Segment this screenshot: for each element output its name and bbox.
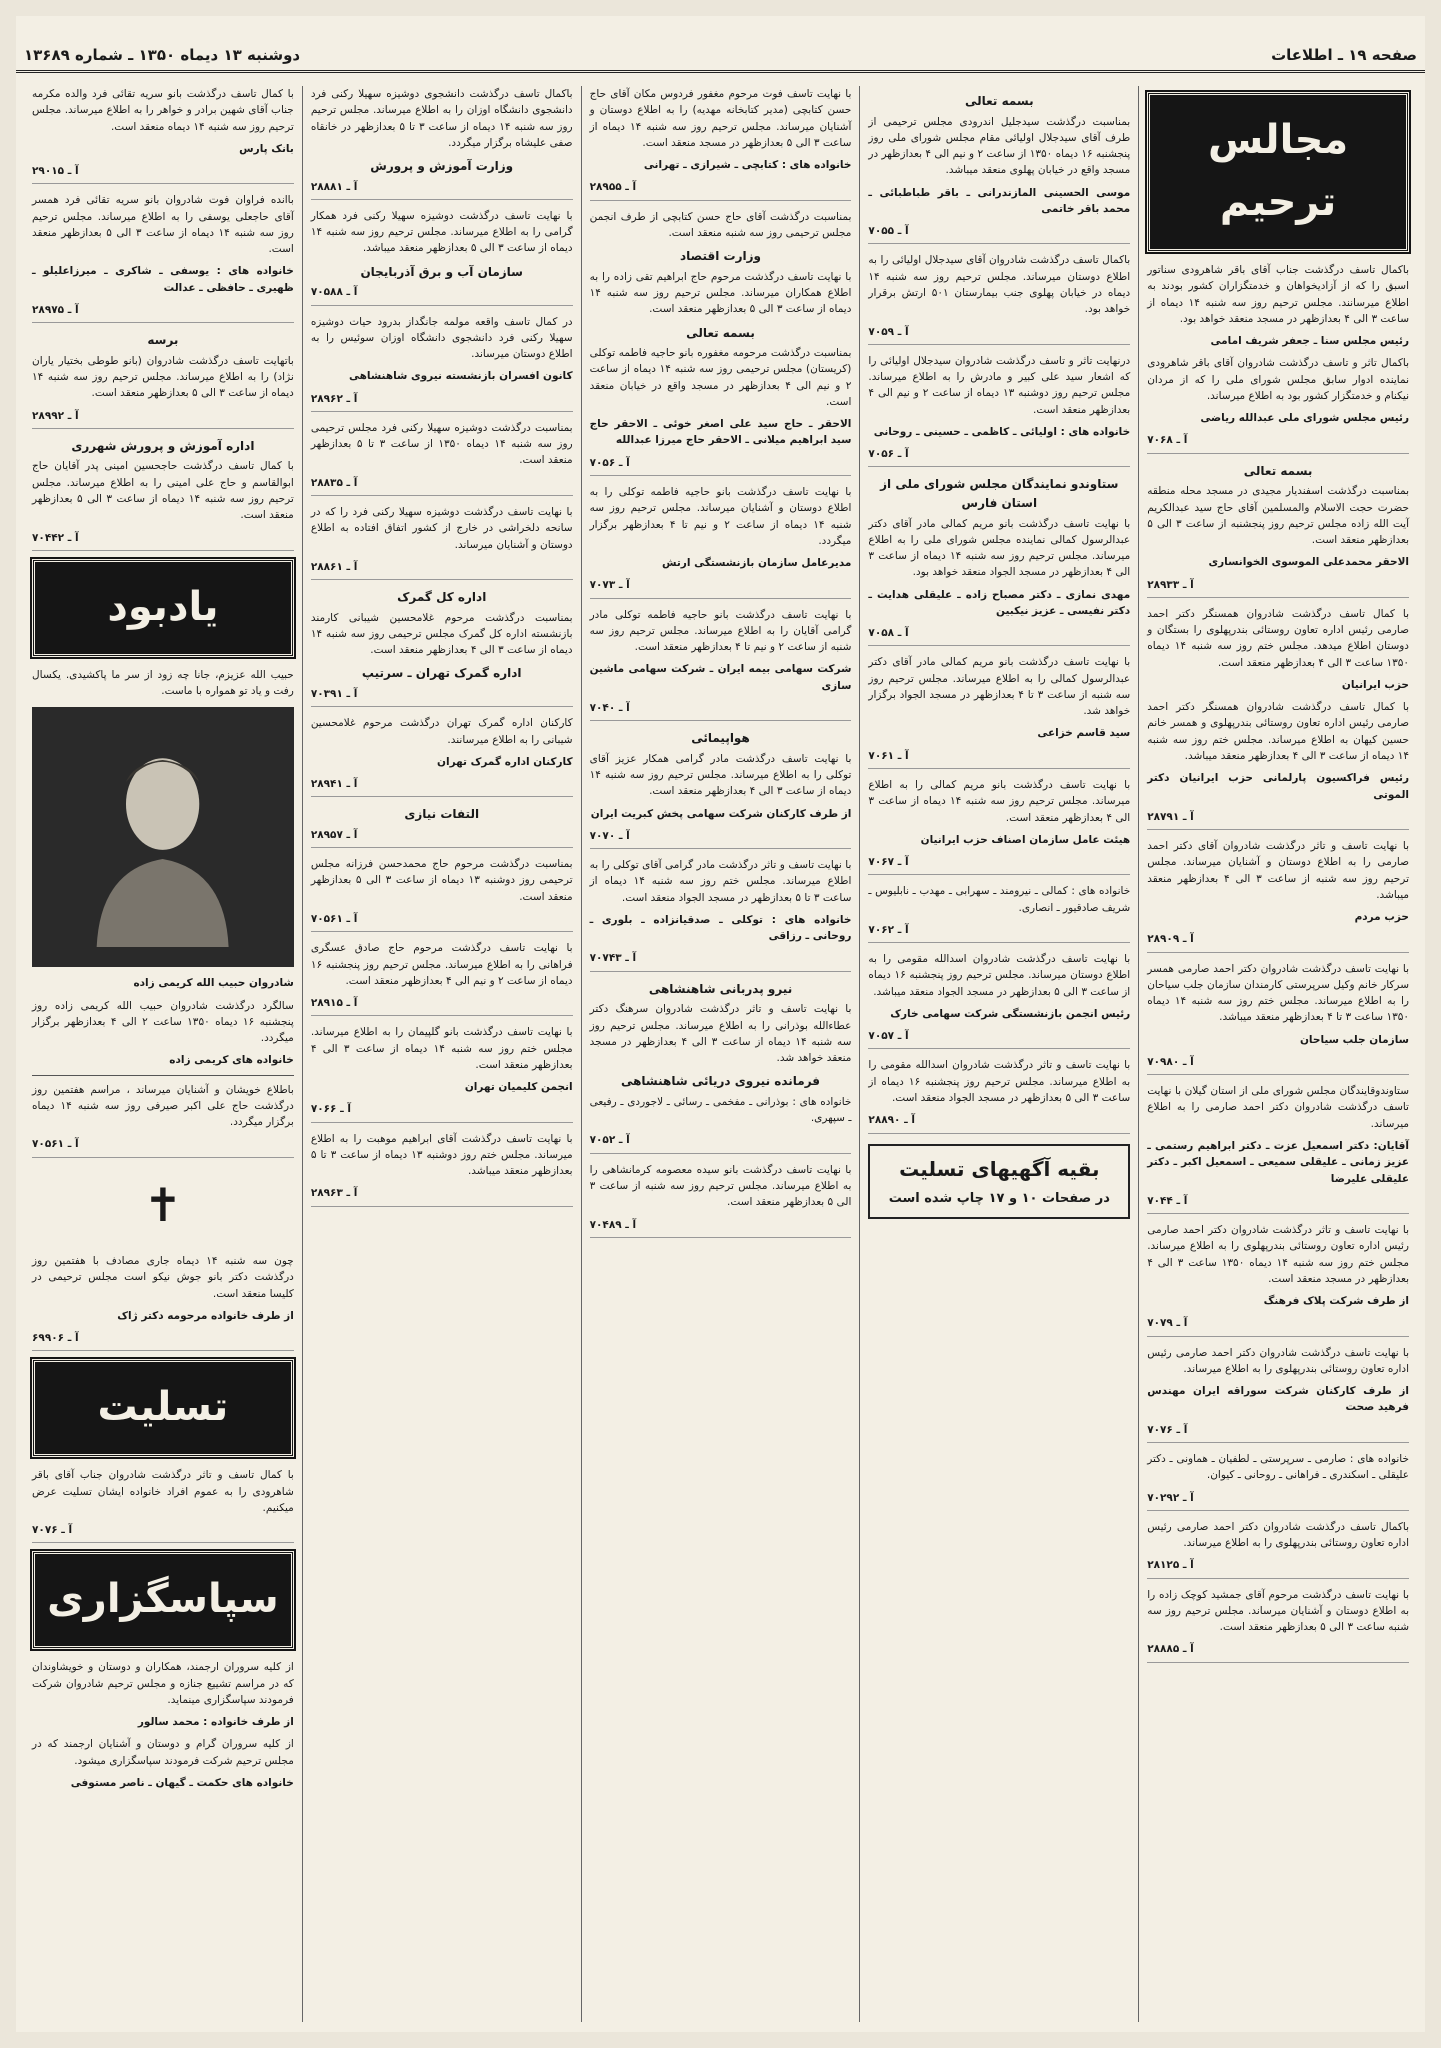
continued-notices-box — [868, 1144, 1130, 1219]
notice: حبیب الله عزیزم، جانا چه زود از سر ما پاکشیدی. یکسال رفت و یاد تو همواره با ماست. — [32, 668, 294, 698]
notice: با نهایت تاسف درگذشت بانو حاجیه فاطمه توکلی مادر گرامی آقایان را به اطلاع میرساند. مجلس ترحیم روز سه شنبه از ساعت ۲ و نیم تا ۴ بعدازظهر منعقد است. — [589, 608, 852, 654]
notice: با نهایت تاسف و تاثر درگذشت شادروان دکتر احمد صارمی رئیس اداره تعاون روستائی بندرپهلوی را به اطلاع میرساند. مجلس ختم روز سه شنبه ۱۴ دیماه ۱۳۵۰ ساعت ۳ الی ۴ بعدازظهر در مسجد منعقد است. — [1147, 1224, 1410, 1285]
page-header — [16, 40, 1425, 73]
notice: درنهایت تاثر و تاسف درگذشت شادروان سیدجلال اولیائی را که اشعار سید علی کبیر و مادرش را به اطلاع میرساند. مجلس ترحیم روز دوشنبه ۱۳ دیماه از ساعت ۲ و نیم الی ۴ بعدازظهر منعقد است. — [868, 354, 1131, 416]
ad-code: آ ـ ۷۰۴۴۲ — [32, 530, 294, 551]
continued-notices-title: بقیه آگهیهای تسلیت — [899, 1156, 1100, 1181]
notice-signature: خانواده های کریمی زاده — [169, 1054, 294, 1067]
ad-code: آ ـ ۲۸۹۵۵ — [590, 179, 852, 200]
notice-signature: از طرف کارکنان شرکت سوراقه ایران مهندس فرهید صحت — [1147, 1385, 1409, 1414]
ad-code: آ ـ ۲۸۸۳۵ — [311, 475, 573, 496]
notice: با نهایت تاسف درگذشت بانو مریم کمالی را به اطلاع میرساند. مجلس ترحیم روز سه شنبه ۱۴ دیماه از ساعت ۳ الی ۴ بعدازظهر منعقد است. — [868, 779, 1131, 824]
ad-code: آ ـ ۷۰۵۵ — [868, 223, 1130, 244]
notice-signature: خانواده های : توکلی ـ صدقیانزاده ـ بلوری ـ روحانی ـ رزاقی — [589, 913, 852, 943]
notice-signature: از طرف خانواده مرحومه دکتر ژاک — [117, 1309, 294, 1322]
column-1 — [1138, 86, 1417, 2022]
notice-heading: التفات نیازی — [404, 807, 480, 822]
notice-heading: بسمه تعالی — [686, 325, 755, 340]
notice: بمناسبت درگذشت دوشیزه سهیلا رکنی فرد مجلس ترحیمی روز سه شنبه ۱۴ دیماه ۱۳۵۰ از ساعت ۳ تا ۵ بعدازظهر منعقد است. — [310, 421, 573, 467]
section-banner-condolence: تسلیت — [32, 1359, 294, 1457]
notice-signature: کارکنان اداره گمرک تهران — [437, 755, 573, 768]
ad-code: آ ـ ۲۸۷۹۱ — [1147, 809, 1409, 830]
notice: کارکنان اداره گمرک تهران درگذشت مرحوم غلامحسین شیبانی را به اطلاع میرسانند. — [310, 717, 573, 746]
ad-code: آ ـ ۲۹۰۱۵ — [32, 163, 294, 184]
ad-code: آ ـ ۲۸۹۴۱ — [311, 776, 573, 797]
notice: با نهایت تاسف درگذشت مرحوم آقای جمشید کوچک زاده را به اطلاع دوستان و آشنایان میرساند. مجلس ترحیم روز سه شنبه ساعت ۳ الی ۵ بعدازظهر منعقد است. — [1147, 1588, 1409, 1634]
notice-heading: بسمه تعالی — [964, 94, 1034, 108]
notice: بمناسبت درگذشت مرحوم حاج محمدحسن فرزانه مجلس ترحیمی روز دوشنبه ۱۳ دیماه از ساعت ۳ الی ۵ بعدازظهر منعقد است. — [310, 858, 573, 903]
notice-signature: مدیرعامل سازمان بازنشستگی ارتش — [662, 557, 852, 570]
notice: با کمال تاسف و تاثر درگذشت شادروان جناب آقای باقر شاهرودی را به عموم افراد خانواده ایشان تسلیت عرض میکنیم. — [32, 1469, 294, 1514]
ad-code: آ ـ ۲۸۹۰۹ — [1147, 931, 1409, 952]
notice-signature: از طرف کارکنان شرکت سهامی پخش کبریت ایران — [590, 807, 852, 820]
notice: با نهایت تاسف درگذشت بانو مریم کمالی مادر آقای دکتر عبدالرسول کمالی را به اطلاع میرساند. مجلس ترحیم روز سه شنبه از ساعت ۳ تا ۴ بعدازظهر در مسجد الجواد برگزار خواهد شد. — [868, 656, 1131, 718]
notice: با نهایت تاسف درگذشت دوشیزه سهیلا رکنی فرد را که در سانحه دلخراشی در خارج از کشور اتفاق افتاده به اطلاع دوستان و آشنایان میرساند. — [310, 505, 573, 551]
notice: سالگرد درگذشت شادروان حبیب الله کریمی زاده روز پنجشنبه ۱۶ دیماه ۱۳۵۰ ساعت ۲ الی ۴ بعدازظهر برگزار میگردد. — [32, 999, 294, 1045]
column-3 — [581, 86, 860, 2022]
notice-heading: اداره گمرک تهران ـ سرتیپ — [361, 666, 522, 681]
column-2 — [859, 86, 1138, 2022]
notice: با نهایت تاسف درگذشت مرحوم حاج صادق عسگری فراهانی را به اطلاع میرساند. مجلس ترحیم روز پنجشنبه ۱۶ دیماه از ساعت ۲ و نیم الی ۴ بعدازظهر منعقد است. — [310, 942, 573, 987]
newspaper-page — [16, 16, 1425, 2032]
notice: باکمال تاسف درگذشت شادروان آقای سیدجلال اولیائی را به اطلاع دوستان میرساند. مجلس ترحیم روز سه شنبه ۱۴ دیماه در خیابان پهلوی جنب بیمارستان ۵۰۱ ارتش برقرار خواهد بود. — [868, 254, 1131, 316]
ad-code: آ ـ ۲۸۸۹۰ — [868, 1112, 1130, 1133]
ad-code: آ ـ ۷۰۶۲ — [868, 922, 1130, 943]
ad-code: آ ـ ۲۸۹۶۲ — [311, 391, 573, 412]
notice: با نهایت تاسف درگذشت بانو گلپیمان را به اطلاع میرساند. مجلس ختم روز سه شنبه ۱۴ دیماه از ساعت ۳ الی ۴ بعدازظهر منعقد است. — [310, 1026, 573, 1071]
notice-signature: آقایان: دکتر اسمعیل عزت ـ دکتر ابراهیم رستمی ـ عزیز زمانی ـ علیقلی سمیعی ـ اسمعیل اکبر ـ دکتر علیقلی علیرضا — [1147, 1140, 1409, 1185]
notice-heading: سازمان آب و برق آذربایجان — [360, 264, 523, 279]
notice-signature: شرکت سهامی بیمه ایران ـ شرکت سهامی ماشین سازی — [589, 663, 852, 692]
columns — [24, 86, 1417, 2022]
ad-code: آ ـ ۷۰۵۲ — [590, 1132, 852, 1153]
notice: با نهایت تاسف درگذشت شادروان دکتر احمد صارمی همسر سرکار خانم وکیل سرپرستی کارمندان سازمان جلب سیاحان را به اطلاع میرساند. مجلس ختم روز سه شنبه ۱۴ دیماه ۱۳۵۰ ساعت ۳ تا ۴ بعدازظهر منعقد میباشد. — [1147, 962, 1409, 1024]
notice-signature: کانون افسران بازنشسته نیروی شاهنشاهی — [349, 370, 573, 383]
notice-signature: حزب مردم — [1354, 911, 1409, 924]
notice-signature: خانواده های حکمت ـ گیهان ـ ناصر مستوفی — [70, 1776, 294, 1789]
notice: با نهایت تاسف و تاثر درگذشت مادر گرامی آقای توکلی را به اطلاع میرساند. مجلس ختم روز سه شنبه ۱۴ دیماه از ساعت ۳ تا ۵ بعدازظهر در مسجد الجواد منعقد است. — [589, 859, 852, 904]
ad-code: آ ـ ۷۰۴۰ — [590, 700, 852, 721]
notice-signature: حزب ایرانیان — [1341, 678, 1409, 691]
notice: ستاوندوقایندگان مجلس شورای ملی از استان گیلان با نهایت تاسف درگذشت شادروان دکتر احمد صارمی را به اطلاع میرساند. — [1147, 1085, 1409, 1130]
ad-code: آ ـ ۷۰۵۷ — [868, 1028, 1130, 1049]
portrait-photo — [32, 707, 294, 967]
ad-code: آ ـ ۷۰۷۶ — [32, 1522, 294, 1543]
ad-code: آ ـ ۷۰۷۶ — [1147, 1422, 1409, 1443]
notice: با نهایت تاسف درگذشت بانو سیده معصومه کرمانشاهی را به اطلاع میرساند. مجلس ترحیم روز سه شنبه از ساعت ۳ الی ۵ بعدازظهر منعقد است. — [589, 1163, 852, 1209]
notice-signature: رئیس مجلس سنا ـ جعفر شریف امامی — [1210, 335, 1409, 348]
portrait-icon — [71, 720, 254, 954]
notice: باکمال تاسف درگذشت شادروان دکتر احمد صارمی رئیس اداره تعاون روستائی بندرپهلوی را به اطلاع میرساند. — [1147, 1520, 1409, 1550]
ad-code: آ ـ ۷۰۷۹ — [1147, 1315, 1409, 1336]
ad-code: آ ـ ۷۰۶۱ — [868, 748, 1130, 769]
notice: بمناسبت درگذشت مرحوم غلامحسین شیبانی کارمند بازنشسته اداره کل گمرک مجلس ترحیمی روز سه شنبه ۱۴ دیماه از ساعت ۳ الی ۴ بعدازظهر منعقد است. — [310, 611, 573, 657]
notice: بمناسبت درگذشت آقای حاج حسن کتابچی از طرف انجمن مجلس ترحیمی روز سه شنبه منعقد است. — [589, 210, 852, 239]
issue-date: دوشنبه ۱۳ دیماه ۱۳۵۰ ـ شماره ۱۳۶۸۹ — [24, 46, 301, 64]
notice: با کمال تاسف درگذشت شادروان همسنگر دکتر احمد صارمی رئیس اداره تعاون روستائی بندرپهلوی و همسر خانم حسین کیهان به اطلاع میرساند. مجلس ختم روز سه شنبه ۱۴ دیماه از ساعت ۳ الی ۴ بعدازظهر منعقد میباشد. — [1147, 701, 1409, 762]
notice-signature: خانواده های : کتابچی ـ شیرازی ـ تهرانی — [643, 159, 852, 172]
ad-code: آ ـ ۲۸۸۶۱ — [311, 559, 573, 580]
ad-code: آ ـ ۷۰۴۴ — [1147, 1193, 1409, 1214]
notice: با نهایت تاسف و تاثر درگذشت شادروان اسدالله مقومی را به اطلاع میرساند. مجلس ترحیم روز پنجشنبه ۱۶ دیماه از ساعت ۳ الی ۵ بعدازظهر در مسجد الجواد منعقد است. — [868, 1059, 1131, 1104]
notice-signature: از طرف شرکت پلاک فرهنگ — [1263, 1295, 1409, 1308]
column-5 — [24, 86, 302, 2022]
notice-signature: انجمن کلیمیان تهران — [464, 1081, 573, 1094]
notice-signature: رئیس انجمن بازنشستگی شرکت سهامی خارک — [890, 1007, 1131, 1020]
ad-code: آ ـ ۷۰۷۴۳ — [590, 950, 852, 971]
ad-code: آ ـ ۷۰۵۸۸ — [311, 284, 573, 305]
notice-heading: بسمه تعالی — [1243, 463, 1313, 478]
ad-code: آ ـ ۷۰۵۹ — [868, 324, 1130, 345]
ad-code: آ ـ ۷۰۷۳ — [590, 577, 852, 598]
notice: بمناسبت درگذشت اسفندیار مجیدی در مسجد محله منطقه حضرت حجت الاسلام والمسلمین آقای حاج سید عبدالکریم آیت الله زاده مجلس ترحیم روز پنجشنبه از ساعت ۳ الی ۵ بعدازظهر منعقد است. — [1147, 485, 1409, 547]
notice: از کلیه سروران گرام و دوستان و آشنایان ارجمند که در مجلس ترحیم شرکت فرمودند سپاسگزاری میشود. — [32, 1738, 294, 1767]
notice: با کمال تاسف درگذشت شادروان همسنگر دکتر احمد صارمی رئیس اداره تعاون روستائی بندرپهلوی را بستگان و دوستان اطلاع میدهد. مجلس ختم روز سه شنبه ۱۴ دیماه ۱۳۵۰ ساعت ۳ الی ۴ بعدازظهر منعقد است. — [1147, 607, 1409, 669]
notice-signature: مهدی نمازی ـ دکتر مصباح زاده ـ علیقلی هدایت ـ دکتر نفیسی ـ عزیز نیکبین — [868, 588, 1131, 617]
notice: با کمال تاسف درگذشت بانو سریه تقائی فرد والده مکرمه جناب آقای شهین برادر و خواهر را به اطلاع میرساند. مجلس ترحیم روز سه شنبه ۱۴ دیماه منعقد است. — [32, 88, 294, 133]
notice-heading: هواپیمائی — [691, 731, 750, 746]
notice: باانده فراوان فوت شادروان بانو سریه تقائی فرد همسر آقای حاجعلی یوسفی را به اطلاع میرساند. مجلس ترحیم روز سه شنبه ۱۴ دیماه از ساعت ۳ الی ۵ بعدازظهر منعقد است. — [32, 194, 294, 256]
ad-code: آ ـ ۷۰۷۰ — [590, 828, 852, 849]
notice: خانواده های : کمالی ـ نیرومند ـ سهرابی ـ مهدب ـ نابلیوس ـ شریف صادقیور ـ انصاری. — [868, 885, 1131, 914]
column-4 — [302, 86, 581, 2022]
ad-code: آ ـ ۷۰۵۶۱ — [311, 911, 573, 932]
notice-signature: بانک پارس — [239, 142, 294, 155]
page-label: صفحه ۱۹ ـ اطلاعات — [1271, 46, 1417, 64]
section-banner-gratitude: سپاسگزاری — [32, 1551, 294, 1649]
notice: خانواده های : صارمی ـ سرپرستی ـ لطفیان ـ هماونی ـ دکتر علیقلی ـ اسکندری ـ فراهانی ـ روحانی ـ کیوان. — [1147, 1453, 1409, 1482]
notice-signature: خانواده های : اولیائی ـ کاظمی ـ حسینی ـ روحانی — [873, 425, 1131, 438]
notice-heading: فرمانده نیروی دریائی شاهنشاهی — [620, 1074, 821, 1089]
notice-heading: وزارت اقتصاد — [680, 249, 761, 264]
ad-code: آ ـ ۲۸۱۲۵ — [1147, 1557, 1409, 1578]
notice: باکمال تاثر و تاسف درگذشت شادروان آقای باقر شاهرودی نماینده ادوار سابق مجلس شورای ملی را که از مردان نیکنام و خدمتگزار کشور بود به اطلاع میرساند. — [1147, 357, 1409, 402]
ad-code: آ ـ ۲۸۹۹۲ — [32, 408, 294, 429]
notice-heading: نیرو پدربانی شاهنشاهی — [648, 981, 793, 996]
notice: باکمال تاسف درگذشت دانشجوی دوشیزه سهیلا رکنی فرد دانشجوی دانشگاه اوزان را به اطلاع میرساند. مجلس ترحیم روز سه شنبه ۱۴ دیماه از ساعت ۳ تا ۵ بعدازظهر در خانقاه صفی علیشاه برگزار میگردد. — [310, 88, 573, 149]
ad-code: آ ـ ۲۸۹۷۵ — [32, 302, 294, 323]
ad-code: آ ـ ۷۰۶۶ — [311, 1101, 573, 1122]
notice: باطلاع خویشان و آشنایان میرساند ، مراسم هفتمین روز درگذشت حاج علی اکبر صیرفی روز سه شنبه ۱۴ دیماه برگزار میگردد. — [32, 1083, 294, 1129]
notice-signature: سازمان جلب سیاحان — [1299, 1033, 1409, 1046]
notice: از کلیه سروران ارجمند، همکاران و دوستان و خویشاوندان که در مراسم تشییع جنازه و مجلس ترحیم شادروان شرکت فرمودند سپاسگزاری مینماید. — [32, 1661, 294, 1706]
notice: با نهایت تاسف درگذشت آقای ابراهیم موهبت را به اطلاع میرساند. مجلس ختم روز دوشنبه ۱۳ دیماه از ساعت ۳ تا ۵ بعدازظهر منعقد میباشد. — [310, 1132, 573, 1178]
ad-code: آ ـ ۲۸۸۸۱ — [311, 179, 573, 200]
cross-icon: ✝ — [143, 1177, 183, 1232]
notice-signature: هیئت عامل سازمان اصناف حزب ایرانیان — [920, 833, 1131, 846]
ad-code: آ ـ ۷۰۳۹۱ — [311, 686, 573, 707]
ad-code: آ ـ ۷۰۲۹۲ — [1147, 1490, 1409, 1511]
notice-signature: سید قاسم خزاعی — [1037, 727, 1131, 740]
section-banner-memorial: مجالس ترحيم — [1147, 92, 1409, 252]
section-banner-remembrance: یادبود — [32, 559, 294, 657]
notice: در کمال تاسف واقعه مولمه جانگداز بدرود حیات دوشیزه سهیلا رکنی فرد دانشجوی دانشگاه اوزان سوئیس را به اطلاع دوستان میرساند. — [310, 315, 573, 361]
notice: بمناسبت درگذشت سیدجلیل اندرودی مجلس ترحیمی از طرف آقای سیدجلال اولیائی مقام مجلس شورای ملی روز پنجشنبه ۱۶ دیماه ۱۳۵۰ از ساعت ۲ و نیم الی ۴ بعدازظهر در مسجد واقع در خیابان پهلوی منعقد میباشد. — [868, 115, 1131, 177]
ad-code: آ ـ ۲۸۹۵۷ — [311, 827, 573, 848]
ad-code: آ ـ ۷۰۶۸ — [1147, 432, 1409, 453]
ad-code: آ ـ ۷۰۵۸ — [868, 625, 1130, 646]
notice-heading: وزارت آموزش و پرورش — [370, 159, 514, 174]
notice: با نهایت تاسف درگذشت شادروان دکتر احمد صارمی رئیس اداره تعاون روستائی بندرپهلوی را به اطلاع میرساند. — [1147, 1346, 1409, 1375]
notice: با کمال تاسف درگذشت حاجحسین امینی پدر آقایان حاج ابوالقاسم و حاج علی امینی را به اطلاع میرساند. مجلس ترحیم روز سه شنبه ۱۴ دیماه از ساعت ۳ الی ۵ بعدازظهر منعقد است. — [32, 460, 294, 522]
notice-heading: برسه — [147, 333, 179, 348]
notice: باتهایت تاسف درگذشت شادروان (بانو طوطی بختیار یاران نژاد) را به اطلاع میرساند. مجلس ترحیم روز سه شنبه ۱۴ دیماه از ساعت ۳ الی ۵ بعدازظهر منعقد است. — [32, 354, 294, 400]
notice-heading: اداره کل گمرک — [397, 590, 487, 605]
notice-signature: از طرف خانواده : محمد سالور — [137, 1716, 294, 1729]
notice: با نهایت تاسف درگذشت مادر گرامی همکار عزیز آقای توکلی را به اطلاع میرساند. مجلس ترحیم روز سه شنبه ۱۴ دیماه از ساعت ۳ الی ۴ بعدازظهر منعقد است. — [589, 752, 852, 798]
notice-signature: خانواده های : یوسفی ـ شاکری ـ میرزاعلیلو ـ ظهیری ـ حافظی ـ عدالت — [32, 265, 294, 294]
ad-code: آ ـ ۷۰۶۷ — [868, 854, 1130, 875]
ad-code: آ ـ ۷۰۵۶ — [868, 446, 1130, 467]
notice: بمناسبت درگذشت مرحومه مغفوره بانو حاجیه فاطمه توکلی (کریستان) مجلس ترحیمی روز سه شنبه ۱۴ دیماه از ساعت ۲ و نیم الی ۴ بعدازظهر در مسجد واقع در خیابان منعقد است. — [589, 347, 852, 408]
notice: با نهایت تاسف فوت مرحوم مغفور فردوس مکان آقای حاج حسن کتابچی (مدیر کتابخانه مهدیه) را به اطلاع دوستان و آشنایان میرساند. مجلس ترحیم روز سه شنبه ۱۴ دیماه از ساعت ۳ الی ۵ بعدازظهر در مسجد منعقد است. — [589, 88, 852, 149]
notice-heading: ستاوندو نمایندگان مجلس شورای ملی از استان فارس — [880, 477, 1119, 510]
ad-code: آ ـ ۲۸۹۶۳ — [311, 1185, 573, 1206]
continued-notices-subtitle: در صفحات ۱۰ و ۱۷ چاپ شده است — [888, 1190, 1110, 1206]
notice: خانواده های : بوذرانی ـ مفخمی ـ رسائی ـ لاجوردی ـ رفیعی ـ سپهری. — [589, 1095, 852, 1125]
notice: با نهایت تاسف درگذشت دوشیزه سهیلا رکنی فرد همکار گرامی را به اطلاع میرساند. مجلس ترحیم روز سه شنبه ۱۴ دیماه از ساعت ۳ الی ۵ بعدازظهر منعقد میباشد. — [310, 209, 573, 255]
notice: با نهایت تاسف درگذشت شادروان اسدالله مقومی را به اطلاع دوستان میرساند. مجلس ترحیم روز پنجشنبه ۱۶ دیماه از ساعت ۳ الی ۵ بعدازظهر در مسجد الجواد منعقد میباشد. — [868, 953, 1131, 998]
divider — [32, 1075, 294, 1076]
notice: با نهایت تاسف درگذشت بانو حاجیه فاطمه توکلی را به اطلاع دوستان و آشنایان میرساند. مجلس ترحیم روز سه شنبه ۱۴ دیماه از ساعت ۲ و نیم تا ۴ بعدازظهر برگزار میگردد. — [589, 485, 852, 547]
notice: باکمال تاسف درگذشت جناب آقای باقر شاهرودی سناتور اسبق را که از آزادیخواهان و خدمتگزاران کشور بودند به اطلاع میرسانند. مجلس ترحیم روز سه شنبه ۱۴ دیماه از ساعت ۳ الی ۴ بعدازظهر در مسجد منعقد خواهد بود. — [1147, 264, 1409, 325]
notice-signature: رئیس فراکسیون پارلمانی حزب ایرانیان دکتر الموتی — [1147, 772, 1409, 801]
notice-signature: رئیس مجلس شورای ملی عبدالله ریاضی — [1200, 412, 1409, 425]
notice: با نهایت تاسف و تاثر درگذشت شادروان سرهنگ دکتر عطاءالله بوذرانی را به اطلاع میرساند. مجلس ترحیم روز سه شنبه ۱۴ دیماه از ساعت ۳ الی ۴ بعدازظهر در مسجد منعقد خواهد شد. — [589, 1003, 852, 1065]
ad-code: آ ـ ۲۸۸۸۵ — [1147, 1641, 1409, 1662]
ad-code: آ ـ ۷۰۴۸۹ — [590, 1217, 852, 1238]
notice: با نهایت تاسف درگذشت مرحوم حاج ابراهیم تقی زاده را به اطلاع همکاران میرساند. مجلس ترحیم روز سه شنبه ۱۴ دیماه از ساعت ۳ الی ۵ بعدازظهر منعقد است. — [589, 270, 852, 316]
photo-caption: شادروان حبیب الله کریمی زاده — [133, 977, 294, 990]
notice-signature: الاحقر ـ حاج سید علی اصغر خوئی ـ الاحقر حاج سید ابراهیم میلانی ـ الاحقر حاج میرزا عبدالله — [589, 418, 852, 447]
ad-code: آ ـ ۷۰۵۶ — [590, 455, 852, 476]
notice-heading: اداره آموزش و پرورش شهرری — [71, 438, 255, 453]
ad-code: آ ـ ۷۰۵۶۱ — [32, 1136, 294, 1157]
notice: چون سه شنبه ۱۴ دیماه جاری مصادف با هفتمین روز درگذشت دکتر بانو جوش نیکو است مجلس ترحیمی در کلیسا منعقد است. — [32, 1254, 294, 1300]
ad-code: آ ـ ۷۰۹۸۰ — [1147, 1054, 1409, 1075]
notice-signature: موسی الحسینی المازندرانی ـ باقر طباطبائی ـ محمد باقر خاتمی — [868, 186, 1131, 215]
ad-code: آ ـ ۲۸۹۱۵ — [311, 995, 573, 1016]
notice: با نهایت تاسف و تاثر درگذشت شادروان آقای دکتر احمد صارمی را به اطلاع دوستان و آشنایان میرساند. مجلس ترحیم روز سه شنبه از ساعت ۳ الی ۴ بعدازظهر منعقد میباشد. — [1147, 840, 1409, 901]
notice: با نهایت تاسف درگذشت بانو مریم کمالی مادر آقای دکتر عبدالرسول کمالی نماینده مجلس شورای ملی را به اطلاع میرساند. مجلس ترحیم روز سه شنبه ۱۴ دیماه از ساعت ۳ الی ۴ بعدازظهر در مسجد الجواد منعقد خواهد بود. — [868, 517, 1131, 579]
ad-code: آ ـ ۶۹۹۰۶ — [32, 1330, 294, 1351]
notice-signature: الاحقر محمدعلی الموسوی الخوانساری — [1208, 556, 1409, 569]
ad-code: آ ـ ۲۸۹۳۳ — [1147, 577, 1409, 598]
